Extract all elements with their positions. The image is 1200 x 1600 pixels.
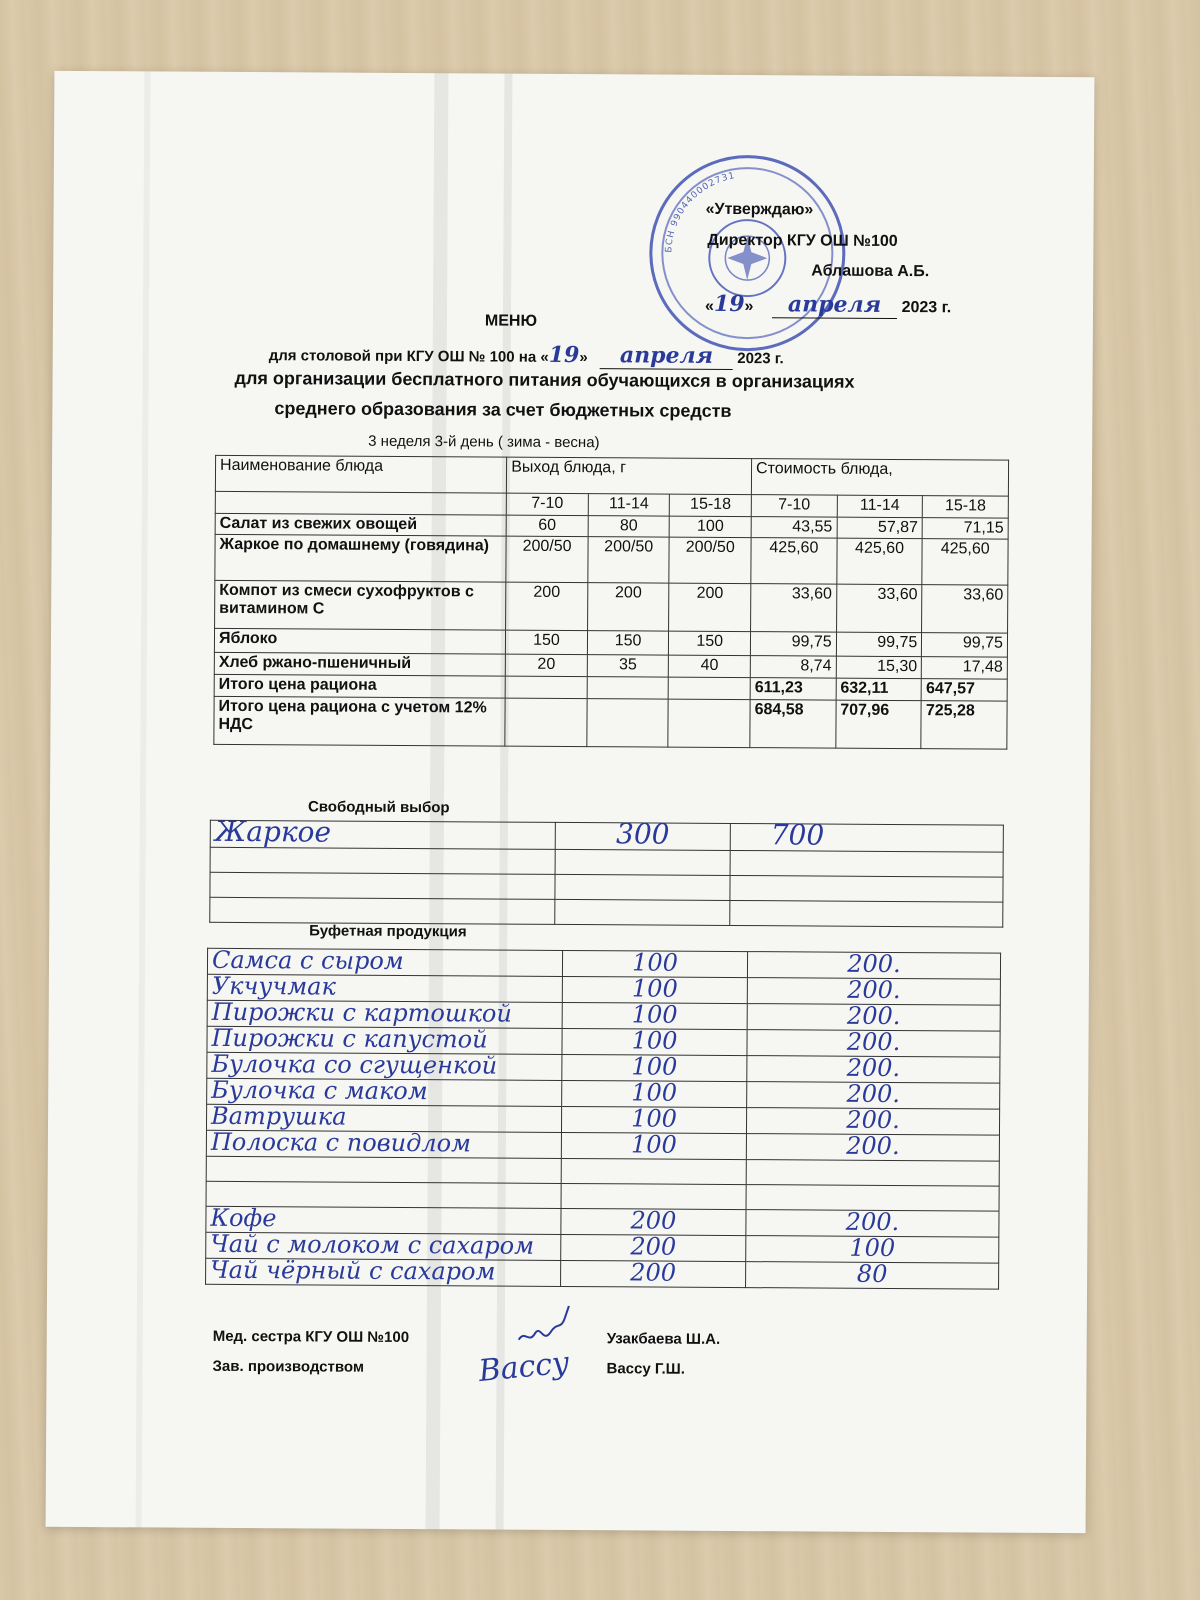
- dish-value: 99,75: [836, 632, 922, 657]
- free-choice-title: Свободный выбор: [307, 798, 450, 817]
- buffet-title: Буфетная продукция: [309, 922, 467, 941]
- dish-name: Яблоко: [214, 628, 505, 654]
- svg-text:БСН 990440002731: БСН 990440002731: [664, 171, 737, 253]
- dish-name: Компот из смеси сухофруктов с витамином С: [215, 580, 506, 630]
- page-title: МЕНЮ: [484, 312, 538, 330]
- buffet-item-weight: 200: [630, 1232, 677, 1261]
- dish-value: 57,87: [837, 517, 923, 539]
- age-group-cell: 7-10: [506, 493, 588, 515]
- free-choice-weight: 300: [615, 817, 670, 851]
- total-vat-value: 725,28: [921, 701, 1007, 750]
- dish-value: 200: [669, 583, 751, 631]
- dish-value: 80: [588, 516, 670, 537]
- dish-value: 150: [669, 631, 751, 655]
- free-choice-item: Жаркое: [214, 814, 332, 849]
- buffet-item-price: 200.: [846, 1079, 901, 1109]
- age-group-cell: 15-18: [923, 496, 1009, 519]
- dish-value: 15,30: [836, 656, 922, 679]
- buffet-item-name: Чай с молоком с сахаром: [210, 1229, 535, 1260]
- week-day-label: 3 неделя 3-й день ( зима - весна): [368, 432, 600, 452]
- buffet-item-weight: 100: [631, 1000, 678, 1029]
- dish-value: 33,60: [922, 585, 1008, 634]
- approval-position: Директор КГУ ОШ №100: [707, 231, 898, 250]
- col-header-output: Выход блюда, г: [507, 457, 752, 494]
- subtitle-line: для организации бесплатного питания обучающихся в организациях: [234, 367, 855, 392]
- buffet-item-weight: 100: [632, 948, 679, 977]
- dish-value: 425,60: [751, 538, 837, 585]
- age-group-cell: 11-14: [588, 494, 670, 516]
- buffet-item-name: Чай чёрный с сахаром: [210, 1255, 496, 1286]
- dish-value: 99,75: [922, 633, 1008, 658]
- table-row: [210, 820, 1003, 852]
- dish-value: 200/50: [588, 537, 670, 583]
- buffet-item-price: 200.: [847, 975, 901, 1005]
- print-streak: [496, 74, 513, 1530]
- table-row: [206, 1130, 999, 1161]
- buffet-item-weight: 100: [631, 1078, 678, 1107]
- approval-title: «Утверждаю»: [705, 200, 814, 219]
- age-group-cell: 7-10: [751, 495, 837, 518]
- dish-name: Жаркое по домашнему (говядина): [215, 534, 506, 582]
- dish-value: 40: [669, 655, 751, 677]
- buffet-item-price: 200.: [846, 1001, 901, 1031]
- table-row: [206, 1258, 999, 1289]
- buffet-item-price: 200.: [845, 1207, 900, 1237]
- dish-value: 425,60: [922, 539, 1008, 586]
- dish-value: 150: [587, 631, 669, 655]
- buffet-item-name: Полоска с повидлом: [210, 1127, 472, 1158]
- table-row: [215, 534, 1008, 585]
- buffet-table: [205, 945, 1001, 1290]
- dish-value: 60: [506, 515, 588, 536]
- buffet-item-price: 80: [856, 1259, 888, 1288]
- buffet-item-name: Укчучмак: [211, 971, 336, 1001]
- total-vat-value: 707,96: [836, 700, 922, 749]
- buffet-item-weight: 100: [631, 974, 678, 1003]
- chef-name: Вассу Г.Ш.: [606, 1360, 685, 1378]
- buffet-item-weight: 100: [631, 1026, 678, 1055]
- dish-name: Хлеб ржано-пшеничный: [214, 652, 505, 676]
- dish-value: 150: [506, 630, 588, 654]
- menu-table: [213, 455, 1009, 750]
- dish-value: 200/50: [669, 537, 751, 583]
- chef-label: Зав. производством: [212, 1357, 365, 1376]
- dish-value: 35: [587, 655, 669, 677]
- dish-value: 99,75: [750, 632, 836, 657]
- nurse-name: Узакбаева Ш.А.: [606, 1330, 721, 1348]
- buffet-item-weight: 200: [630, 1206, 677, 1235]
- total-vat-value: 684,58: [750, 700, 836, 749]
- buffet-item-name: Булочка с маком: [211, 1075, 428, 1106]
- total-vat-row: [214, 696, 1007, 749]
- dish-value: 200/50: [506, 536, 588, 582]
- buffet-item-weight: 200: [630, 1258, 677, 1287]
- buffet-item-price: 200.: [846, 1053, 901, 1083]
- print-streak: [136, 71, 151, 1527]
- free-choice-price: 700: [770, 818, 825, 852]
- dish-value: 200: [587, 583, 669, 631]
- dish-value: 33,60: [836, 584, 922, 633]
- dish-value: 17,48: [922, 657, 1008, 680]
- buffet-item-weight: 100: [631, 1052, 678, 1081]
- total-value: 611,23: [750, 678, 836, 701]
- buffet-item-weight: 100: [631, 1104, 678, 1133]
- table-header-row: [215, 455, 1008, 496]
- dish-value: 425,60: [837, 538, 923, 585]
- col-header-name: Наименование блюда: [215, 455, 506, 493]
- official-seal: [649, 154, 846, 351]
- chef-signature: Вассу: [477, 1345, 571, 1390]
- buffet-item-price: 200.: [846, 1131, 900, 1161]
- buffet-item-name: Пирожки с капустой: [211, 1023, 488, 1054]
- buffet-item-name: Пирожки с картошкой: [211, 997, 512, 1028]
- buffet-item-weight: 100: [630, 1130, 677, 1159]
- table-row: [215, 580, 1008, 633]
- buffet-item-price: 200.: [846, 1105, 900, 1135]
- dish-value: 100: [670, 516, 752, 537]
- total-label: Итого цена рациона: [214, 674, 505, 698]
- menu-document: [46, 71, 1095, 1533]
- dish-value: 200: [506, 582, 588, 630]
- free-choice-table: [209, 814, 1004, 928]
- dish-value: 43,55: [751, 517, 837, 539]
- buffet-item-name: Самса с сыром: [211, 945, 404, 975]
- total-value: 632,11: [836, 678, 922, 701]
- age-group-cell: 15-18: [670, 494, 752, 516]
- total-value: 647,57: [921, 679, 1007, 702]
- dish-value: 20: [505, 654, 587, 676]
- buffet-item-price: 200.: [847, 949, 901, 979]
- dish-value: 71,15: [922, 518, 1008, 540]
- buffet-item-name: Ватрушка: [210, 1101, 347, 1131]
- dish-name: Салат из свежих овощей: [215, 513, 506, 536]
- approval-name: Аблашова А.Б.: [811, 262, 930, 281]
- age-group-cell: 11-14: [837, 495, 923, 518]
- buffet-item-name: Кофе: [210, 1203, 277, 1233]
- dish-value: 33,60: [751, 584, 837, 633]
- subtitle-line: среднего образования за счет бюджетных средств: [274, 398, 732, 421]
- buffet-item-name: Булочка со сгущенкой: [211, 1049, 498, 1080]
- total-vat-label: Итого цена рациона с учетом 12% НДС: [214, 696, 505, 746]
- dish-value: 8,74: [750, 656, 836, 679]
- buffet-item-price: 100: [849, 1233, 896, 1262]
- nurse-label: Мед. сестра КГУ ОШ №100: [212, 1327, 410, 1347]
- buffet-item-price: 200.: [846, 1027, 901, 1057]
- col-header-cost: Стоимость блюда,: [751, 459, 1008, 497]
- menu-date-line: для столовой при КГУ ОШ № 100 на «19» апреля 2023 г.: [268, 341, 784, 369]
- approval-date: «19» апреля 2023 г.: [704, 290, 952, 318]
